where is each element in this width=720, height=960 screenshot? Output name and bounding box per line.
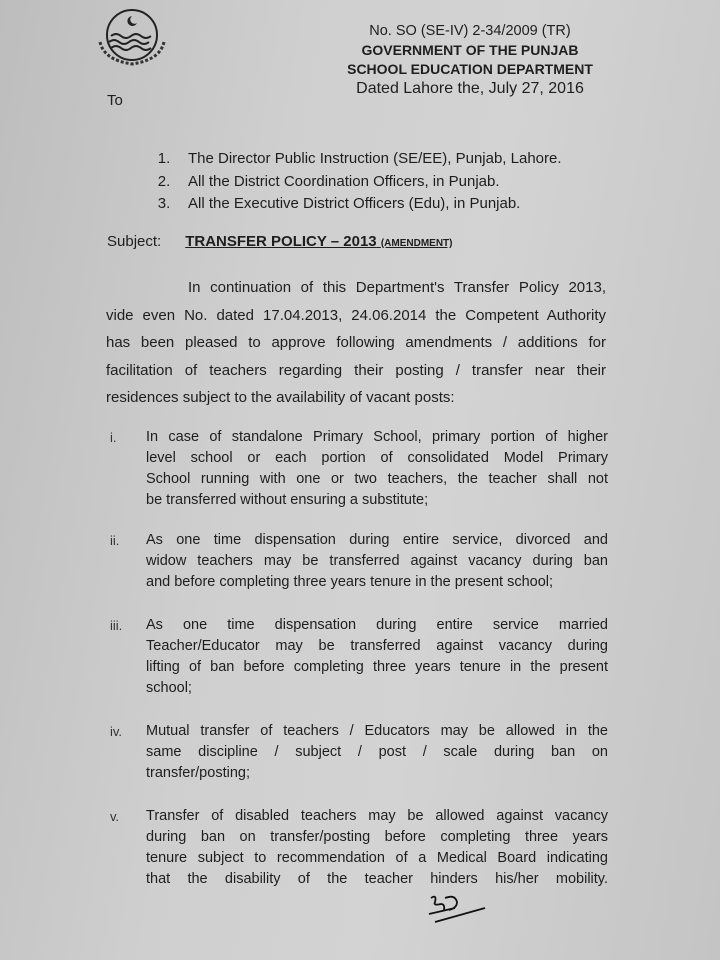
item-line: same discipline / subject / post / scale during ban on [146, 744, 608, 760]
policy-item [110, 530, 610, 593]
addressee [140, 193, 562, 216]
item-line: be transferred without ensuring a substitute; [146, 492, 429, 508]
item-number: iii. [110, 618, 123, 633]
subject-amendment: (AMENDMENT) [380, 238, 453, 249]
item-line: Transfer of disabled teachers may be allowed against vacancy [146, 808, 608, 824]
addressee-number: 2. [157, 172, 171, 190]
letter-date: Dated Lahore the, July 27, 2016 [356, 80, 584, 97]
reference-number: No. SO (SE-IV) 2-34/2009 (TR) [369, 23, 571, 39]
signature [425, 890, 495, 930]
item-line: lifting of ban before completing three years tenure in the present [146, 659, 608, 675]
addressee-text: All the District Coordination Officers, in Punjab. [188, 172, 500, 190]
letter-header [300, 22, 640, 98]
item-body [146, 721, 608, 784]
paragraph-line: residences subject to the availability of vacant posts: [106, 389, 455, 406]
paragraph-line: has been pleased to approve following amendments / additions for [106, 334, 606, 351]
policy-item [110, 721, 610, 784]
policy-item [110, 806, 610, 890]
item-line: level school or each portion of consolidated Model Primary [146, 450, 608, 466]
item-body [146, 615, 608, 699]
item-line: transfer/posting; [146, 765, 250, 781]
subject-title-text: TRANSFER POLICY – 2013 [185, 233, 377, 250]
item-line: and before completing three years tenure in the present school; [146, 574, 554, 590]
item-line: school; [146, 680, 192, 696]
item-line: widow teachers may be transferred against vacancy during ban [146, 553, 608, 569]
item-body [146, 530, 608, 593]
to-label: To [107, 92, 123, 109]
item-body [146, 806, 608, 890]
subject-label: Subject: [107, 233, 162, 250]
addressee-text: All the Executive District Officers (Edu), in Punjab. [188, 195, 521, 212]
item-line: Teacher/Educator may be transferred against vacancy during [146, 638, 608, 654]
addressee-number: 1. [157, 150, 171, 167]
addressee-list [140, 148, 562, 216]
paragraph-line: vide even No. dated 17.04.2013, 24.06.2014 the Competent Authority [106, 306, 606, 324]
item-number: v. [110, 809, 120, 824]
policy-item [110, 427, 610, 511]
item-line: As one time dispensation during entire service married [146, 617, 608, 633]
addressee-number: 3. [157, 195, 171, 212]
item-number: ii. [110, 533, 120, 548]
item-number: iv. [110, 724, 123, 739]
government-name: GOVERNMENT OF THE PUNJAB [361, 42, 579, 58]
punjab-government-logo [94, 6, 170, 70]
item-line: tenure subject to recommendation of a Medical Board indicating [146, 850, 608, 866]
addressee [140, 171, 562, 194]
paragraph-line: facilitation of teachers regarding their posting / transfer near their [106, 361, 606, 379]
item-line: As one time dispensation during entire service, divorced and [146, 532, 608, 548]
item-line: Mutual transfer of teachers / Educators may be allowed in the [146, 723, 608, 739]
intro-paragraph [106, 274, 606, 412]
item-line: School running with one or two teachers, the teacher shall not [146, 471, 608, 487]
subject-title [185, 233, 452, 250]
policy-item [110, 615, 610, 699]
item-body [146, 427, 608, 511]
item-line: In case of standalone Primary School, primary portion of higher [146, 429, 608, 445]
addressee [140, 148, 562, 171]
item-line: that the disability of the teacher hinders his/her mobility. [146, 871, 608, 887]
item-number: i. [110, 430, 117, 445]
subject-line [107, 233, 452, 250]
addressee-text: The Director Public Instruction (SE/EE), Punjab, Lahore. [188, 150, 562, 167]
paragraph-line: In continuation of this Department's Transfer Policy 2013, [188, 279, 606, 296]
department-name: SCHOOL EDUCATION DEPARTMENT [347, 61, 593, 77]
item-line: during ban on transfer/posting before completing three years [146, 829, 608, 845]
